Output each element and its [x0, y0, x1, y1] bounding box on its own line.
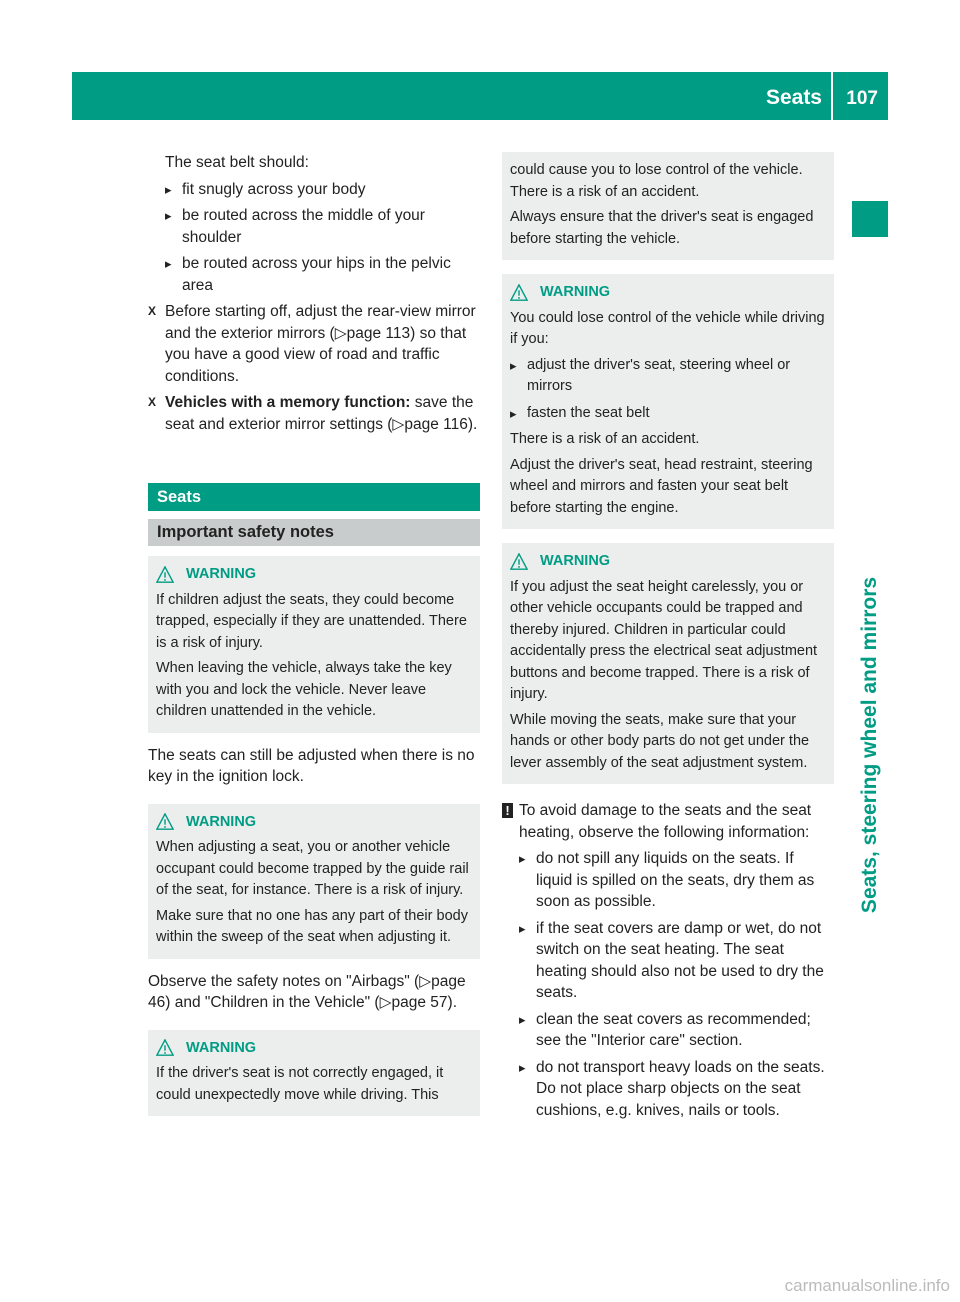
page-ref-arrow-icon: ▷	[392, 415, 405, 433]
list-item: ▸ do not spill any liquids on the seats. If liquid is spilled on the seats, dry them as soon as possible.	[519, 848, 834, 913]
warning-title: WARNING	[510, 282, 826, 304]
warning-text: If the driver's seat is not correctly engaged, it could unexpectedly move while driving. This	[156, 1065, 444, 1103]
warning-text: When leaving the vehicle, always take the key with you and lock the vehicle. Never leave children unattended in the vehicle.	[156, 660, 452, 719]
warning-box-continued	[502, 152, 834, 260]
warning-box	[148, 556, 480, 733]
right-column	[502, 152, 834, 1126]
warning-text: While moving the seats, make sure that your hands or other body parts do not get under the lever assembly of the seat adjustment system.	[510, 711, 810, 771]
belt-intro: The seat belt should:	[165, 154, 309, 171]
warning-box	[502, 543, 834, 784]
warning-title: WARNING	[156, 812, 472, 834]
watermark: carmanualsonline.info	[784, 1276, 950, 1295]
page-ref-link[interactable]: page 113	[346, 324, 411, 342]
list-item: ▸ be routed across your hips in the pelvic area	[165, 253, 480, 296]
section-heading: Seats	[148, 483, 480, 511]
warning-text: could cause you to lose control of the vehicle. There is a risk of an accident.	[510, 162, 803, 200]
warning-text: When adjusting a seat, you or another vehicle occupant could become trapped by the guide rail of the seat, for instance. There is a risk of injury.	[156, 839, 469, 898]
list-item: ▸ do not transport heavy loads on the seats. Do not place sharp objects on the seat cushions, e.g. knives, nails or tools.	[519, 1057, 834, 1122]
page-ref-arrow-icon: ▷	[334, 324, 347, 342]
note-text: To avoid damage to the seats and the seat heating, observe the following information:	[519, 802, 812, 841]
action-step: X Vehicles with a memory function: save the seat and exterior mirror settings (▷page 116).	[148, 394, 478, 433]
body-paragraph: The seats can still be adjusted when there is no key in the ignition lock.	[148, 746, 475, 785]
damage-note	[502, 800, 834, 1121]
warning-title: WARNING	[156, 1038, 472, 1060]
page-ref-link[interactable]: page 116	[404, 415, 468, 433]
warning-triangle-icon	[156, 566, 174, 584]
page-number: 107	[846, 88, 878, 109]
warning-title: WARNING	[156, 564, 472, 586]
side-chapter-title: Seats, steering wheel and mirrors	[858, 576, 881, 914]
list-item: ▸ fit snugly across your body	[165, 179, 480, 201]
header-separator	[831, 72, 833, 120]
warning-title: WARNING	[510, 551, 826, 573]
warning-text: Make sure that no one has any part of their body within the sweep of the seat when adjusting it.	[156, 907, 468, 945]
warning-text: If children adjust the seats, they could become trapped, especially if they are unattended. There is a risk of injury.	[156, 591, 467, 651]
page-ref-arrow-icon: ▷	[419, 972, 432, 990]
warning-text: Adjust the driver's seat, head restraint, steering wheel and mirrors and fasten your seat belt before starting the engine.	[510, 456, 813, 516]
page-ref-link[interactable]: page 57	[391, 994, 448, 1011]
list-item: ▸ adjust the driver's seat, steering wheel or mirrors	[510, 355, 826, 398]
page-header	[72, 72, 888, 120]
list-item: ▸ if the seat covers are damp or wet, do not switch on the seat heating. The seat heating should also not be used to dry the seats.	[519, 918, 834, 1004]
warning-text: There is a risk of an accident.	[510, 431, 700, 447]
warning-text: If you adjust the seat height carelessly, you or other vehicle occupants could be trapped and thereby injured. Children in particular could accidentally press the electrical seat adjustment buttons and become trapped. There is a risk of injury.	[510, 578, 818, 702]
warning-triangle-icon	[156, 813, 174, 831]
body-paragraph: Observe the safety notes on "Airbags" (▷page 46) and "Children in the Vehicle" (▷page 57).	[148, 972, 466, 1011]
page-ref-arrow-icon: ▷	[379, 994, 392, 1011]
exclamation-icon: !	[502, 803, 513, 818]
subsection-heading: Important safety notes	[148, 519, 480, 546]
warning-triangle-icon	[510, 553, 528, 571]
action-step: X Before starting off, adjust the rear-view mirror and the exterior mirrors (▷page 113) so that you have a good view of road and traffic conditions.	[148, 303, 476, 385]
warning-box	[148, 1030, 480, 1117]
action-marker-icon: X	[148, 395, 157, 409]
warning-triangle-icon	[510, 284, 528, 302]
warning-triangle-icon	[156, 1039, 174, 1057]
warning-text: Always ensure that the driver's seat is engaged before starting the vehicle.	[510, 209, 814, 247]
list-item: ▸ be routed across the middle of your shoulder	[165, 205, 480, 248]
warning-text: You could lose control of the vehicle while driving if you:	[510, 309, 825, 347]
list-item: ▸ clean the seat covers as recommended; see the "Interior care" section.	[519, 1009, 834, 1052]
left-column	[148, 152, 480, 1128]
header-title: Seats	[765, 86, 822, 109]
page-ref-link[interactable]: page 46	[148, 972, 466, 1011]
warning-box	[502, 274, 834, 529]
action-marker-icon: X	[148, 304, 157, 318]
list-item: ▸ fasten the seat belt	[510, 403, 826, 425]
side-tab-marker	[852, 201, 888, 237]
warning-box	[148, 804, 480, 959]
